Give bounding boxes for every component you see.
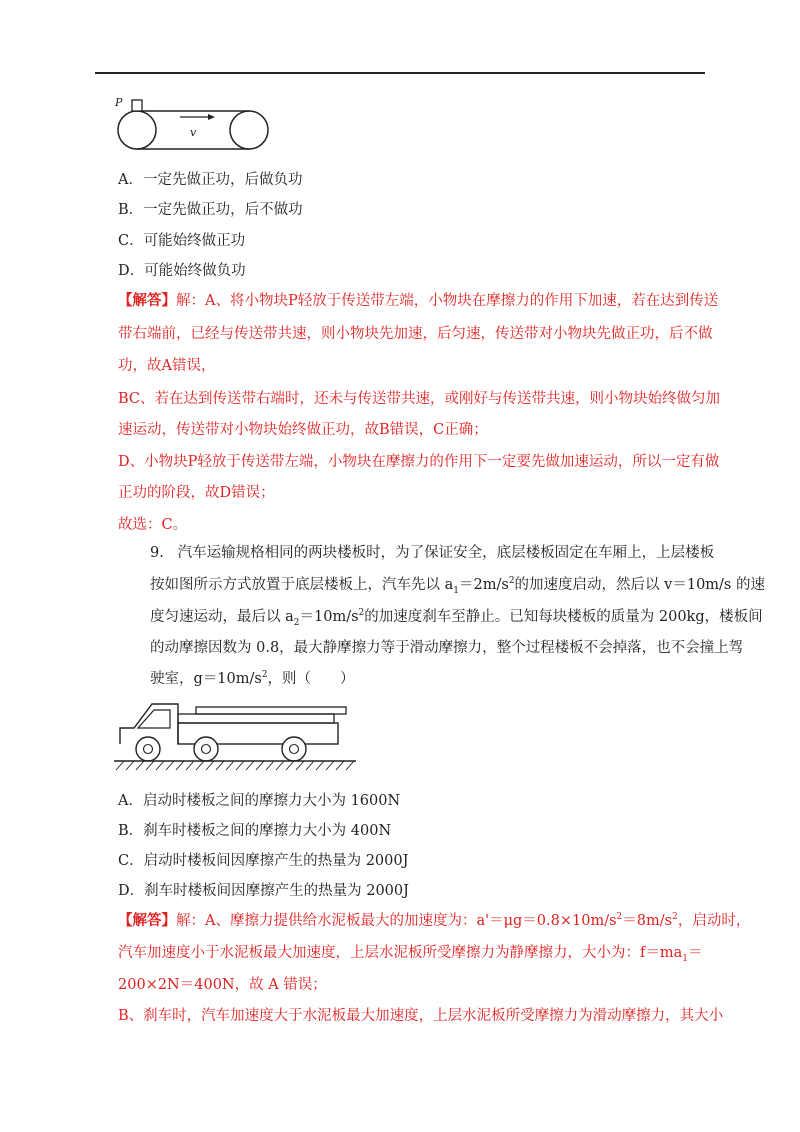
- q8-solution-line-2: 带右端前，已经与传送带共速，则小物块先加速，后匀速，传送带对小物块先做正功，后不做: [118, 326, 713, 342]
- block-p: [132, 100, 142, 111]
- q9-option-c: C．启动时楼板间因摩擦产生的热量为 2000J: [118, 853, 409, 869]
- wheel-front: [136, 737, 160, 761]
- q9-solution-line-4: B、刹车时，汽车加速度大于水泥板最大加速度，上层水泥板所受摩擦力为滑动摩擦力，其大小: [118, 1008, 724, 1024]
- q9-option-b: B．刹车时楼板之间的摩擦力大小为 400N: [118, 823, 392, 839]
- q9-solution-tag: 【解答】: [118, 912, 176, 929]
- ground-hatching: [116, 761, 354, 770]
- q9-stem-line-5: 驶室，$g=10m/s^2$，则（ ）: [150, 670, 355, 687]
- q8-solution-line-6: D、小物块P轻放于传送带左端，小物块在摩擦力的作用下一定要先做加速运动，所以一定有做: [118, 454, 720, 470]
- q8-solution-line-3: 功，故A错误，: [118, 358, 216, 374]
- q9-stem-line-1: 9. 汽车运输规格相同的两块楼板时，为了保证安全，底层楼板固定在车厢上，上层楼板: [150, 545, 715, 561]
- q9-stem-line-4: 的动摩擦因数为 0.8，最大静摩擦力等于滑动摩擦力，整个过程楼板不会掉落，也不会撞上驾: [150, 640, 744, 656]
- right-pulley: [230, 111, 268, 149]
- q9-option-d: D．刹车时楼板间因摩擦产生的热量为 2000J: [118, 883, 409, 899]
- q9-option-a: A．启动时楼板之间的摩擦力大小为 1600N: [118, 793, 401, 809]
- arrow-head-icon: [208, 114, 215, 120]
- cab-window: [138, 710, 170, 728]
- wheel-rear: [282, 737, 306, 761]
- q8-solution-line-4: BC、若在达到传送带右端时，还未与传送带共速，或刚好与传送带共速，则小物块始终做匀加: [118, 391, 721, 407]
- q8-option-d: D．可能始终做负功: [118, 263, 246, 279]
- q9-stem-line-2: 按如图所示方式放置于底层楼板上，汽车先以 $a_1=2m/s^2$的加速度启动，然后以 v＝10m/s 的速: [150, 576, 765, 596]
- left-pulley: [118, 111, 156, 149]
- q8-solution-line-8: 故选：C。: [118, 517, 188, 533]
- q9-solution-line-3: 200×2N＝400N，故 A 错误；: [118, 977, 327, 993]
- top-slab: [196, 707, 346, 714]
- conveyor-belt-figure: [112, 94, 274, 154]
- q8-option-b: B．一定先做正功，后不做功: [118, 202, 303, 218]
- header-rule: [95, 72, 705, 74]
- q8-option-a: A．一定先做正功，后做负功: [118, 172, 303, 188]
- q8-option-c: C．可能始终做正功: [118, 233, 246, 249]
- q8-solution-line-7: 正功的阶段，故D错误；: [118, 485, 275, 501]
- truck-figure: [114, 694, 356, 772]
- wheel-middle: [194, 737, 218, 761]
- q9-stem-line-3: 度匀速运动，最后以 $a_2=10m/s^2$的加速度刹车至静止。已知每块楼板的质量为 200kg，楼板间: [150, 608, 763, 628]
- bottom-slab: [178, 714, 334, 723]
- q8-solution-tag: 【解答】: [118, 292, 176, 309]
- q9-number: 9.: [150, 545, 164, 561]
- q8-solution-line-1: 【解答】解：A、将小物块P轻放于传送带左端，小物块在摩擦力的作用下加速，若在达到传送: [118, 292, 719, 309]
- q9-solution-line-1: 【解答】解：A、摩擦力提供给水泥板最大的加速度为：$a'=\mu g=0.8\times 10m/s^2=8m/s^2$，启动时，: [118, 912, 751, 929]
- q8-solution-line-5: 速运动，传送带对小物块始终做正功，故B错误，C正确；: [118, 422, 488, 438]
- label-p: P: [115, 96, 123, 109]
- label-v: v: [190, 126, 197, 139]
- q9-solution-line-2: 汽车加速度小于水泥板最大加速度，上层水泥板所受摩擦力为静摩擦力，大小为：$f=ma_1=$: [118, 945, 703, 964]
